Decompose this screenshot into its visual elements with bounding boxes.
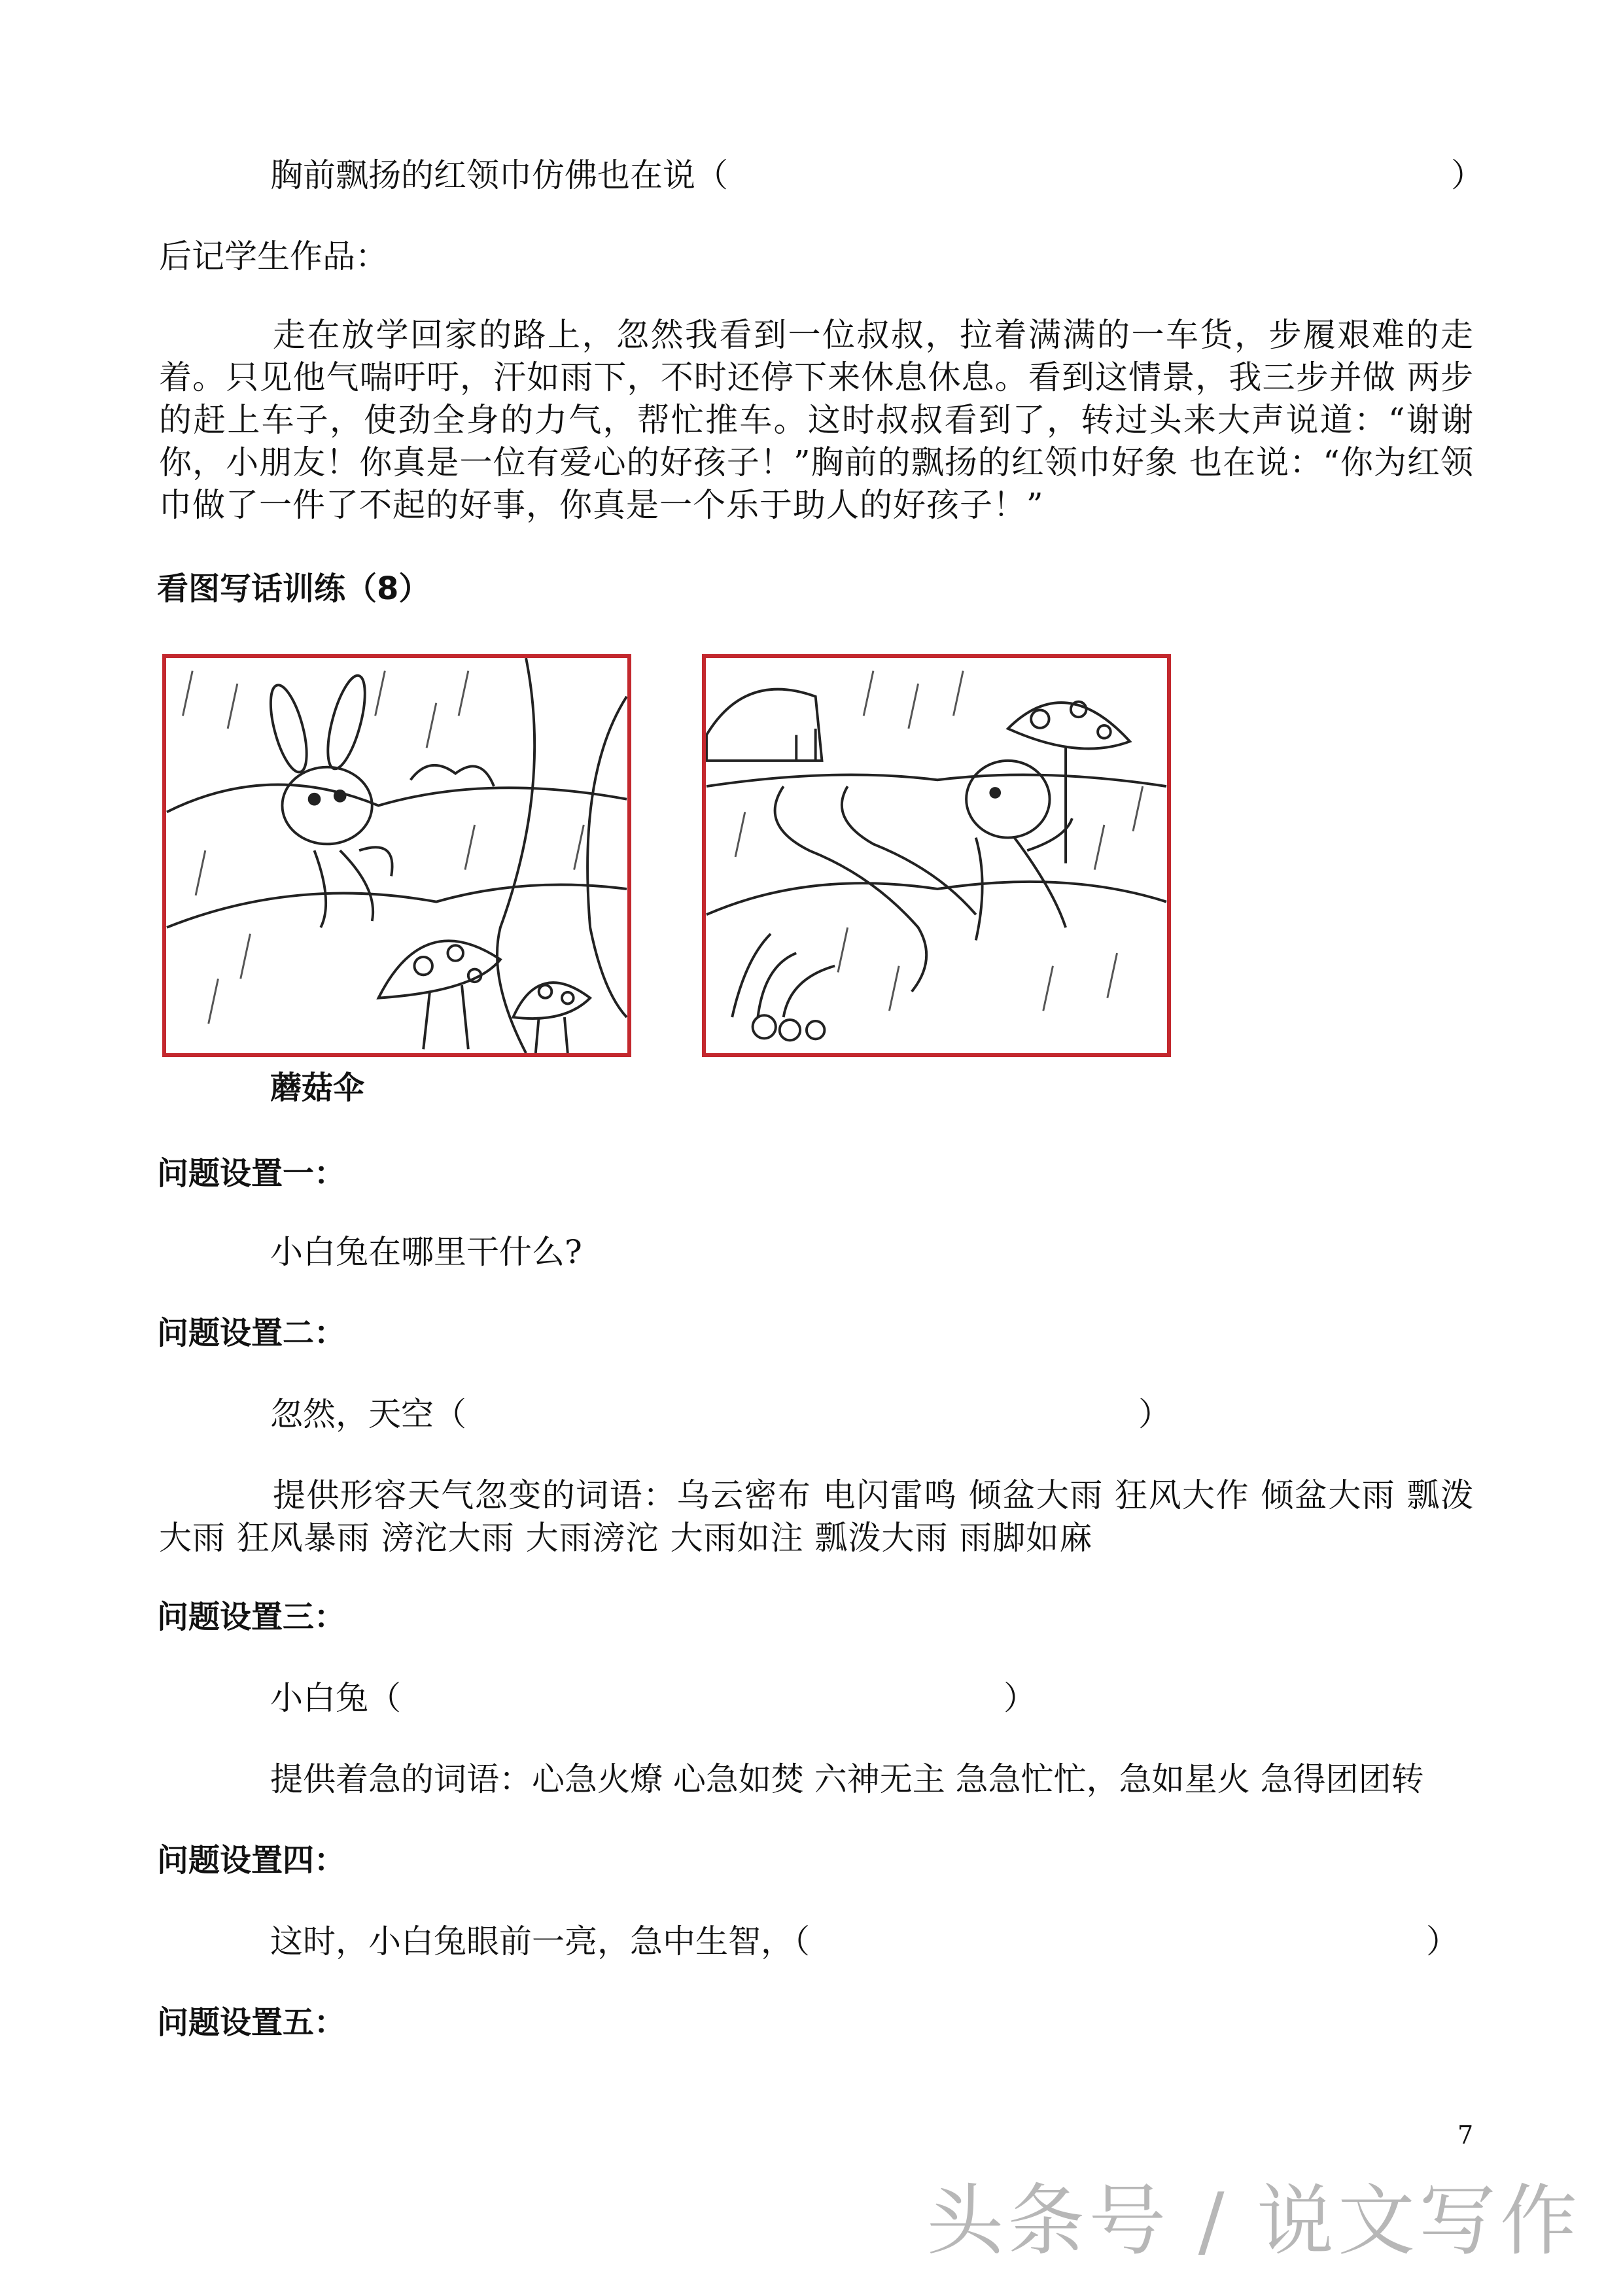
- question-2-word-bank: 提供形容天气忽变的词语：乌云密布 电闪雷鸣 倾盆大雨 狂风大作 倾盆大雨 瓢泼大雨 狂风暴雨 滂沱大雨 大雨滂沱 大雨如注 瓢泼大雨 雨脚如麻: [159, 1476, 1474, 1557]
- question-1-text: 小白兔在哪里干什么?: [270, 1233, 582, 1271]
- illustration-rabbit-mushroom-umbrella: [702, 654, 1171, 1057]
- question-1-heading: 问题设置一：: [157, 1155, 346, 1192]
- closing-paren: ）: [1451, 156, 1484, 194]
- question-3-heading: 问题设置三：: [157, 1599, 346, 1635]
- question-3-prompt: 小白兔（: [270, 1679, 401, 1717]
- image-caption: 蘑菇伞: [270, 1070, 365, 1106]
- question-2-heading: 问题设置二：: [157, 1315, 346, 1351]
- watermark: 头条号 / 说文写作: [926, 2176, 1581, 2266]
- rabbit-in-rain-icon: [166, 658, 627, 1053]
- closing-paren: ）: [1138, 1395, 1171, 1433]
- illustration-rabbit-in-rain: [162, 654, 631, 1057]
- closing-paren: ）: [1426, 1922, 1459, 1960]
- afterword-heading: 后记学生作品：: [159, 237, 388, 275]
- question-2-prompt: 忽然，天空（: [270, 1395, 466, 1433]
- page-number: 7: [1457, 2121, 1474, 2149]
- mushroom-umbrella-icon: [706, 658, 1167, 1053]
- question-4-prompt: 这时，小白兔眼前一亮，急中生智，（: [270, 1922, 810, 1960]
- student-essay: 走在放学回家的路上，忽然我看到一位叔叔，拉着满满的一车货，步履艰难的走着。只见他气喘吁吁，汗如雨下，不时还停下来休息休息。看到这情景，我三步并做 两步的赶上车子，使劲全身的力气，帮忙推车。这时叔叔看到了，转过头来大声说道：“谢谢你，小朋友！你真是一位有爱心的好孩子！”胸前的飘扬的红领巾好象 也在说：“你为红领巾做了一件了不起的好事，你真是一个乐于助人的好孩子！”: [159, 316, 1474, 524]
- section-title: 看图写话训练（8）: [157, 570, 430, 607]
- closing-paren: ）: [1003, 1679, 1036, 1717]
- question-3-word-bank: 提供着急的词语：心急火燎 心急如焚 六神无主 急急忙忙，急如星火 急得团团转: [270, 1760, 1424, 1798]
- question-5-heading: 问题设置五：: [157, 2004, 346, 2041]
- question-4-heading: 问题设置四：: [157, 1842, 346, 1879]
- fill-in-line-scarf: 胸前飘扬的红领巾仿佛也在说（: [270, 156, 728, 194]
